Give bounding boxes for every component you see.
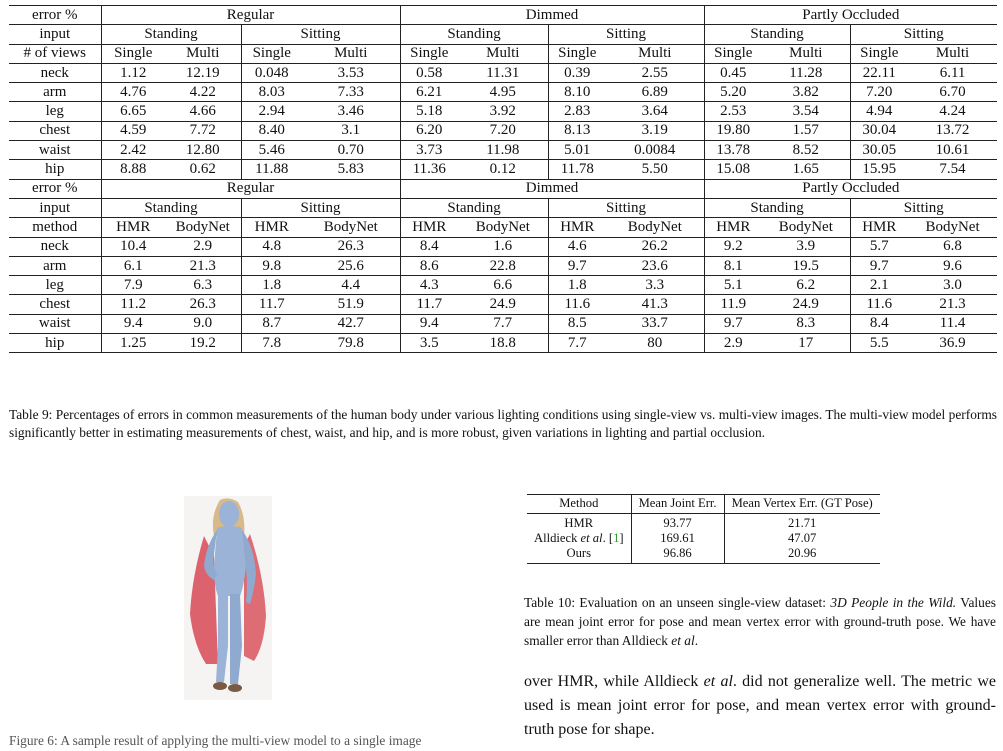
value-cell: 8.4 xyxy=(419,238,439,255)
table-row xyxy=(9,334,997,353)
value-cell: 3.92 xyxy=(458,102,548,121)
value-cell: 3.5 xyxy=(419,334,439,351)
value-cell: 3.54 xyxy=(762,102,850,121)
value-cell: 4.59 xyxy=(120,122,147,139)
value-cell: 10.4 xyxy=(120,238,147,255)
value-cell: 30.04 xyxy=(862,122,897,139)
header-row-subcolumns xyxy=(9,218,997,237)
value-cell: 7.7 xyxy=(567,334,587,351)
header-cell: HMR xyxy=(716,218,751,235)
header-cell: BodyNet xyxy=(458,218,548,237)
table-row xyxy=(527,546,880,564)
value-cell: 26.3 xyxy=(302,237,400,256)
citation-link[interactable]: 1 xyxy=(613,531,620,545)
value-cell: 6.8 xyxy=(943,238,962,255)
value-cell: 8.52 xyxy=(762,141,850,160)
header-cell: Standing xyxy=(704,198,850,217)
value-cell: 19.5 xyxy=(762,256,850,275)
value-cell: 7.72 xyxy=(165,121,241,140)
row-label: arm xyxy=(9,256,101,275)
table-row xyxy=(9,121,997,140)
header-cell: Single xyxy=(860,45,899,62)
value-cell: 6.65 xyxy=(120,103,147,120)
value-cell: 11.88 xyxy=(255,161,289,178)
value-cell: 0.39 xyxy=(564,64,591,81)
value-cell: 3.53 xyxy=(302,63,400,82)
header-cell: BodyNet xyxy=(925,218,980,235)
value-cell: 21.3 xyxy=(165,256,241,275)
value-cell: 1.8 xyxy=(262,276,282,293)
value-cell: 7.20 xyxy=(458,121,548,140)
header-cell: # of views xyxy=(9,44,101,63)
value-cell: 6.3 xyxy=(165,276,241,295)
value-cell: 2.53 xyxy=(720,103,747,120)
value-cell: 0.12 xyxy=(458,160,548,179)
value-cell: 7.33 xyxy=(302,83,400,102)
value-cell: 25.6 xyxy=(302,256,400,275)
header-cell: Regular xyxy=(101,6,400,25)
header-cell: Single xyxy=(114,45,153,62)
value-cell: 2.83 xyxy=(564,103,591,120)
value-cell: 11.6 xyxy=(866,296,893,313)
header-cell: Single xyxy=(252,45,291,62)
header-cell: Single xyxy=(558,45,597,62)
row-label: neck xyxy=(9,237,101,256)
value-cell: 3.9 xyxy=(762,237,850,256)
header-cell: input xyxy=(9,25,101,44)
vertex-err-cell: 20.96 xyxy=(787,546,817,560)
value-cell: 4.24 xyxy=(939,103,966,120)
body-paragraph: over HMR, while Alldieck et al. did not generalize well. The metric we used is mean joint error for pose, and mean vertex error with ground-truth pose for shape. xyxy=(524,673,996,738)
value-cell: 8.40 xyxy=(258,122,285,139)
row-label: chest xyxy=(9,295,101,314)
header-cell: Sitting xyxy=(241,198,400,217)
value-cell: 11.98 xyxy=(458,141,548,160)
value-cell: 3.3 xyxy=(606,276,704,295)
value-cell: 19.80 xyxy=(716,122,751,139)
value-cell: 5.46 xyxy=(258,141,285,158)
value-cell: 11.6 xyxy=(564,296,591,313)
header-cell: HMR xyxy=(254,218,289,235)
header-cell: Partly Occluded xyxy=(802,6,900,23)
row-label: neck xyxy=(9,63,101,82)
value-cell: 6.6 xyxy=(458,276,548,295)
value-cell: 23.6 xyxy=(606,256,704,275)
value-cell: 5.20 xyxy=(720,83,747,100)
value-cell: 4.22 xyxy=(165,83,241,102)
table-row xyxy=(9,141,997,160)
value-cell: 9.4 xyxy=(419,315,439,332)
header-vertex-err: Mean Vertex Err. (GT Pose) xyxy=(724,495,880,514)
value-cell: 4.76 xyxy=(120,83,147,100)
value-cell: 9.4 xyxy=(123,315,143,332)
value-cell: 17 xyxy=(762,334,850,353)
table-9 xyxy=(9,5,997,353)
header-cell: Partly Occluded xyxy=(802,180,900,197)
header-cell: Multi xyxy=(458,44,548,63)
row-label: waist xyxy=(9,141,101,160)
value-cell: 8.10 xyxy=(564,83,591,100)
table-row xyxy=(527,514,880,532)
value-cell: 4.4 xyxy=(302,276,400,295)
value-cell: 13.72 xyxy=(935,122,970,139)
header-cell: Sitting xyxy=(548,25,704,44)
header-row-input xyxy=(9,25,997,44)
header-cell: Multi xyxy=(606,44,704,63)
row-label: arm xyxy=(9,83,101,102)
table-10-caption: Table 10: Evaluation on an unseen single-view dataset: 3D People in the Wild. Values are mean joint error for pose and mean vertex error with ground-truth pose. We have smaller error than Alldieck et al. xyxy=(524,595,997,648)
value-cell: 2.9 xyxy=(165,237,241,256)
value-cell: 26.3 xyxy=(165,295,241,314)
value-cell: 6.89 xyxy=(606,83,704,102)
value-cell: 8.1 xyxy=(723,257,743,274)
header-cell: input xyxy=(9,198,101,217)
row-label: leg xyxy=(9,276,101,295)
value-cell: 9.8 xyxy=(262,257,282,274)
header-cell: Single xyxy=(410,45,449,62)
row-label: hip xyxy=(9,160,101,179)
header-joint-err: Mean Joint Err. xyxy=(631,495,724,514)
value-cell: 1.57 xyxy=(762,121,850,140)
header-cell: BodyNet xyxy=(762,218,850,237)
header-cell: Sitting xyxy=(548,198,704,217)
value-cell: 12.80 xyxy=(165,141,241,160)
value-cell: 79.8 xyxy=(302,334,400,353)
value-cell: 0.45 xyxy=(720,64,747,81)
value-cell: 4.66 xyxy=(165,102,241,121)
value-cell: 8.5 xyxy=(567,315,587,332)
value-cell: 11.78 xyxy=(560,161,594,178)
value-cell: 7.54 xyxy=(939,161,966,178)
header-cell: HMR xyxy=(560,218,595,235)
value-cell: 18.8 xyxy=(458,334,548,353)
value-cell: 24.9 xyxy=(458,295,548,314)
header-cell: BodyNet xyxy=(165,218,241,237)
value-cell: 51.9 xyxy=(302,295,400,314)
table-row xyxy=(9,83,997,102)
value-cell: 11.2 xyxy=(120,296,147,313)
value-cell: 4.6 xyxy=(567,238,587,255)
header-row-subcolumns xyxy=(9,44,997,63)
value-cell: 3.19 xyxy=(606,121,704,140)
value-cell: 5.50 xyxy=(606,160,704,179)
value-cell: 80 xyxy=(606,334,704,353)
value-cell: 15.95 xyxy=(862,161,897,178)
table-row xyxy=(9,102,997,121)
value-cell: 5.1 xyxy=(723,276,743,293)
figure-caption: Figure 6: A sample result of applying the multi-view model to a single image xyxy=(9,733,422,748)
value-cell: 7.8 xyxy=(262,334,282,351)
method-cell: HMR xyxy=(527,514,631,532)
value-cell: 9.0 xyxy=(165,314,241,333)
header-row-condition xyxy=(9,6,997,25)
table-row xyxy=(9,237,997,256)
value-cell: 12.19 xyxy=(165,63,241,82)
value-cell: 5.5 xyxy=(869,334,889,351)
value-cell: 3.73 xyxy=(416,141,443,158)
value-cell: 2.1 xyxy=(869,276,889,293)
header-cell: Standing xyxy=(400,25,548,44)
header-cell: Standing xyxy=(101,198,241,217)
value-cell: 8.7 xyxy=(262,315,282,332)
value-cell: 6.21 xyxy=(416,83,443,100)
row-label: chest xyxy=(9,121,101,140)
value-cell: 1.8 xyxy=(567,276,587,293)
row-label: waist xyxy=(9,314,101,333)
value-cell: 7.9 xyxy=(123,276,143,293)
value-cell: 4.3 xyxy=(419,276,439,293)
value-cell: 11.28 xyxy=(762,63,850,82)
header-row-condition xyxy=(9,179,997,198)
method-cell: Ours xyxy=(527,546,631,564)
value-cell: 5.83 xyxy=(302,160,400,179)
value-cell: 4.94 xyxy=(866,103,893,120)
value-cell: 4.95 xyxy=(458,83,548,102)
header-cell: error % xyxy=(9,179,101,198)
value-cell: 2.42 xyxy=(120,141,147,158)
value-cell: 9.7 xyxy=(567,257,587,274)
value-cell: 9.2 xyxy=(723,238,743,255)
value-cell: 6.2 xyxy=(762,276,850,295)
header-cell: Standing xyxy=(101,25,241,44)
value-cell: 3.46 xyxy=(302,102,400,121)
value-cell: 11.9 xyxy=(720,296,747,313)
value-cell: 9.7 xyxy=(723,315,743,332)
header-cell: Regular xyxy=(101,179,400,198)
table-row xyxy=(9,295,997,314)
body-mesh-figure xyxy=(184,496,272,700)
header-cell: HMR xyxy=(116,218,151,235)
value-cell: 9.7 xyxy=(869,257,889,274)
value-cell: 24.9 xyxy=(762,295,850,314)
value-cell: 22.11 xyxy=(862,64,896,81)
value-cell: 3.0 xyxy=(943,276,962,293)
value-cell: 11.7 xyxy=(258,296,285,313)
header-cell: Sitting xyxy=(903,25,944,42)
value-cell: 33.7 xyxy=(606,314,704,333)
value-cell: 36.9 xyxy=(939,334,966,351)
value-cell: 30.05 xyxy=(862,141,897,158)
table-row xyxy=(9,160,997,179)
method-cell: Alldieck et al. [1] xyxy=(527,531,631,546)
value-cell: 6.1 xyxy=(123,257,143,274)
header-cell: Sitting xyxy=(903,199,944,216)
header-cell: Dimmed xyxy=(400,6,704,25)
value-cell: 2.9 xyxy=(723,334,743,351)
row-label: hip xyxy=(9,334,101,353)
value-cell: 1.25 xyxy=(120,334,147,351)
value-cell: 11.36 xyxy=(412,161,446,178)
value-cell: 5.7 xyxy=(869,238,889,255)
table-row xyxy=(9,256,997,275)
value-cell: 8.13 xyxy=(564,122,591,139)
header-cell: Multi xyxy=(762,44,850,63)
value-cell: 15.08 xyxy=(716,161,751,178)
value-cell: 7.7 xyxy=(458,314,548,333)
value-cell: 0.70 xyxy=(302,141,400,160)
value-cell: 4.8 xyxy=(262,238,282,255)
joint-err-cell: 93.77 xyxy=(631,514,724,532)
value-cell: 3.1 xyxy=(302,121,400,140)
value-cell: 3.64 xyxy=(606,102,704,121)
value-cell: 10.61 xyxy=(935,141,970,158)
value-cell: 6.70 xyxy=(939,83,966,100)
header-cell: Standing xyxy=(704,25,850,44)
value-cell: 0.58 xyxy=(416,64,443,81)
value-cell: 22.8 xyxy=(458,256,548,275)
value-cell: 0.048 xyxy=(254,64,289,81)
header-cell: HMR xyxy=(862,218,897,235)
value-cell: 1.65 xyxy=(762,160,850,179)
header-cell: BodyNet xyxy=(606,218,704,237)
header-cell: BodyNet xyxy=(302,218,400,237)
header-row-input xyxy=(9,198,997,217)
value-cell: 2.55 xyxy=(606,63,704,82)
table-row xyxy=(9,276,997,295)
value-cell: 9.6 xyxy=(943,257,962,274)
header-cell: Single xyxy=(714,45,753,62)
value-cell: 6.11 xyxy=(939,64,966,81)
value-cell: 11.7 xyxy=(416,296,443,313)
value-cell: 42.7 xyxy=(302,314,400,333)
table-row xyxy=(9,63,997,82)
value-cell: 1.12 xyxy=(120,64,147,81)
header-cell: Multi xyxy=(935,45,970,62)
table-row xyxy=(527,531,880,546)
value-cell: 6.20 xyxy=(416,122,443,139)
table-9-caption: Table 9: Percentages of errors in common measurements of the human body under various lighting conditions using single-view vs. multi-view images. The multi-view model performs significantly better in estimating measurements of chest, waist, and hip, and is more robust, given variations in lighting and partial occlusion. xyxy=(9,407,997,440)
value-cell: 8.3 xyxy=(762,314,850,333)
header-cell: Multi xyxy=(165,44,241,63)
value-cell: 8.6 xyxy=(419,257,439,274)
value-cell: 2.94 xyxy=(258,103,285,120)
value-cell: 26.2 xyxy=(606,237,704,256)
table-10 xyxy=(527,494,880,564)
value-cell: 11.4 xyxy=(939,315,966,332)
joint-err-cell: 96.86 xyxy=(631,546,724,564)
header-cell: Standing xyxy=(400,198,548,217)
header-cell: method xyxy=(9,218,101,237)
value-cell: 5.18 xyxy=(416,103,443,120)
vertex-err-cell: 47.07 xyxy=(787,531,817,545)
row-label: leg xyxy=(9,102,101,121)
joint-err-cell: 169.61 xyxy=(631,531,724,546)
value-cell: 8.4 xyxy=(869,315,889,332)
value-cell: 41.3 xyxy=(606,295,704,314)
header-cell: HMR xyxy=(412,218,447,235)
value-cell: 21.3 xyxy=(939,296,966,313)
value-cell: 0.0084 xyxy=(606,141,704,160)
vertex-err-cell: 21.71 xyxy=(787,516,817,530)
value-cell: 19.2 xyxy=(165,334,241,353)
value-cell: 5.01 xyxy=(564,141,591,158)
header-method: Method xyxy=(527,495,631,514)
value-cell: 0.62 xyxy=(165,160,241,179)
value-cell: 3.82 xyxy=(762,83,850,102)
table-row xyxy=(9,314,997,333)
value-cell: 1.6 xyxy=(458,237,548,256)
value-cell: 11.31 xyxy=(458,63,548,82)
value-cell: 8.88 xyxy=(120,161,147,178)
header-cell: error % xyxy=(9,6,101,25)
header-cell: Multi xyxy=(302,44,400,63)
table-10-header-row xyxy=(527,495,880,514)
header-cell: Sitting xyxy=(241,25,400,44)
value-cell: 7.20 xyxy=(866,83,893,100)
value-cell: 13.78 xyxy=(716,141,751,158)
value-cell: 8.03 xyxy=(258,83,285,100)
header-cell: Dimmed xyxy=(400,179,704,198)
